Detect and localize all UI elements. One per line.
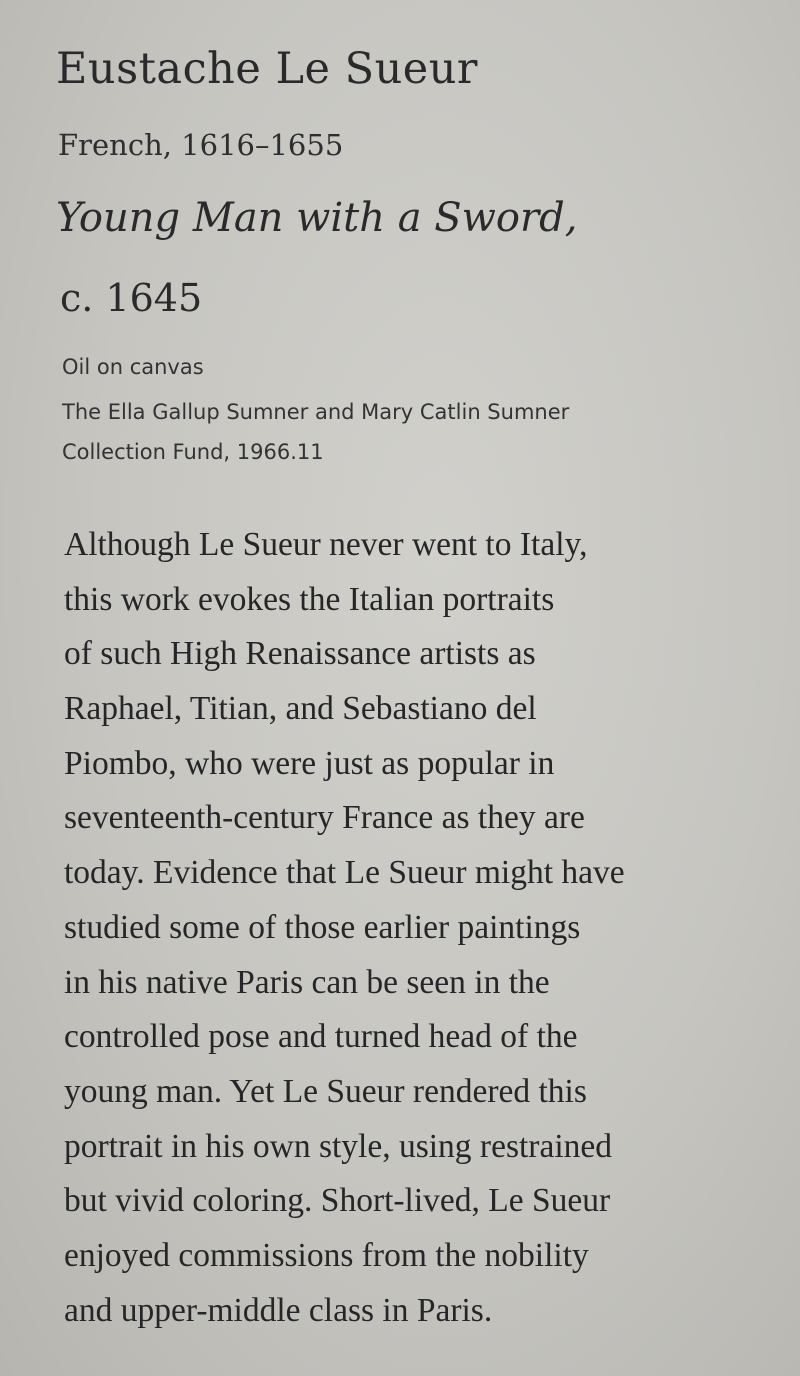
description-line: this work evokes the Italian portraits [64,580,555,618]
credit-line-text: The Ella Gallup Sumner and Mary Catlin Sumner [62,400,570,424]
description-line: Raphael, Titian, and Sebastiano del [64,690,537,728]
description-paragraph [64,518,784,1338]
artist-nationality-dates: French, 1616–1655 [58,128,344,162]
artwork-date: c. 1645 [60,276,203,320]
description-line: controlled pose and turned head of the [64,1018,578,1056]
artist-name: Eustache Le Sueur [56,44,478,94]
description-line: portrait in his own style, using restrained [64,1127,613,1165]
description-line: seventeenth-century France as they are [64,799,585,837]
description-line: but vivid coloring. Short-lived, Le Sueur [64,1182,611,1220]
description-line: in his native Paris can be seen in the [64,963,550,1001]
description-line: enjoyed commissions from the nobility [64,1236,589,1274]
artwork-medium: Oil on canvas [62,355,204,379]
credit-line-text: Collection Fund, 1966.11 [62,440,324,464]
artwork-title: Young Man with a Sword, [56,195,578,241]
credit-line [62,392,762,472]
description-line: Although Le Sueur never went to Italy, [64,526,588,563]
description-line: today. Evidence that Le Sueur might have [64,854,625,892]
description-line: studied some of those earlier paintings [64,908,581,946]
description-line: young man. Yet Le Sueur rendered this [64,1072,587,1110]
description-line: Piombo, who were just as popular in [64,744,555,782]
description-line: and upper-middle class in Paris. [64,1291,493,1329]
description-line: of such High Renaissance artists as [64,635,536,673]
